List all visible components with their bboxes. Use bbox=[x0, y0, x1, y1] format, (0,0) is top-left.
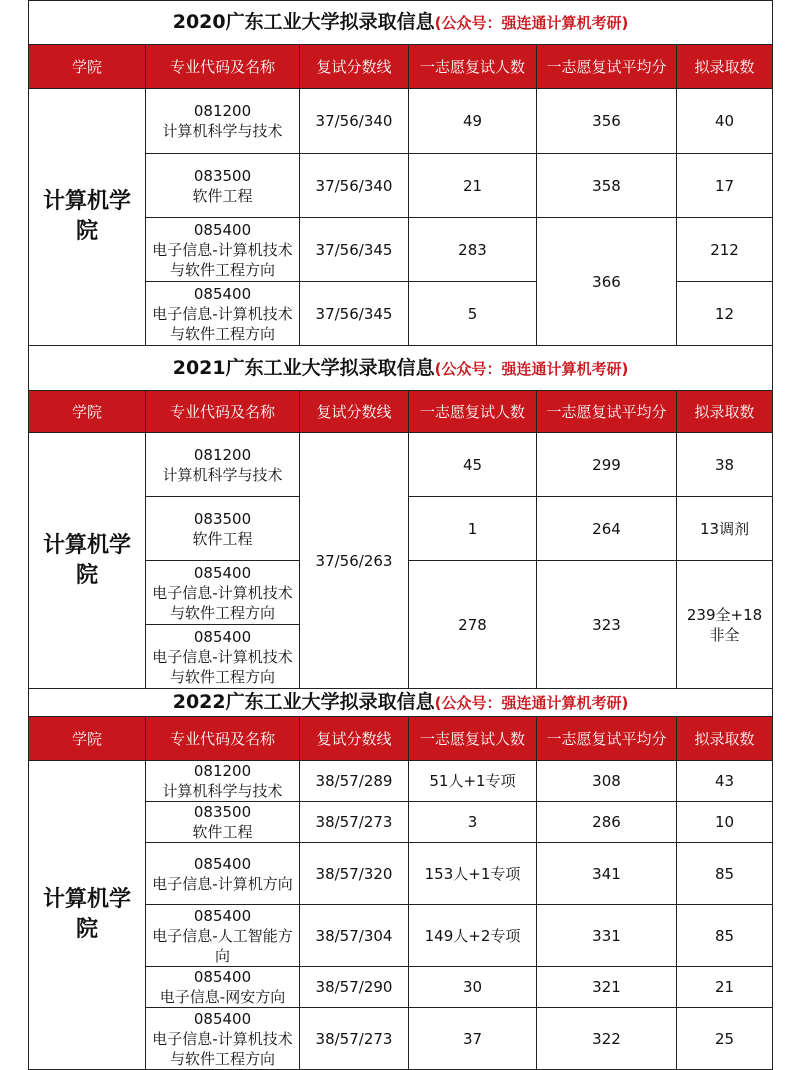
major-name: 电子信息-计算机技术与软件工程方向 bbox=[152, 583, 293, 622]
title-note-2021: (公众号：强连通计算机考研) bbox=[434, 359, 629, 378]
retest-count-cell: 45 bbox=[409, 433, 537, 497]
col-header-score-line: 复试分数线 bbox=[300, 391, 409, 433]
admit-count-cell: 25 bbox=[677, 1008, 773, 1070]
major-cell bbox=[146, 625, 300, 689]
avg-score-cell: 299 bbox=[537, 433, 677, 497]
major-cell bbox=[146, 497, 300, 561]
major-name: 软件工程 bbox=[192, 529, 253, 548]
score-line-cell: 38/57/290 bbox=[300, 967, 409, 1008]
title-2022 bbox=[29, 689, 773, 717]
major-code: 081200 bbox=[193, 445, 252, 464]
major-cell bbox=[146, 89, 300, 154]
header-row-2020 bbox=[29, 45, 773, 89]
admit-count-cell: 43 bbox=[677, 761, 773, 802]
header-row-2022 bbox=[29, 717, 773, 761]
major-name: 电子信息-计算机方向 bbox=[152, 874, 293, 893]
major-cell bbox=[146, 154, 300, 218]
title-text-2022: 2022广东工业大学拟录取信息 bbox=[172, 691, 435, 713]
col-header-score-line: 复试分数线 bbox=[300, 45, 409, 89]
major-name: 电子信息-计算机技术与软件工程方向 bbox=[152, 240, 293, 279]
major-code: 085400 bbox=[193, 1009, 252, 1028]
avg-score-cell: 331 bbox=[537, 905, 677, 967]
major-code: 083500 bbox=[193, 803, 252, 821]
col-header-admit-count: 拟录取数 bbox=[677, 391, 773, 433]
score-line-cell: 37/56/345 bbox=[300, 282, 409, 346]
major-code: 083500 bbox=[193, 166, 252, 185]
admit-count-cell: 212 bbox=[677, 218, 773, 282]
admit-count-cell: 85 bbox=[677, 843, 773, 905]
col-header-college: 学院 bbox=[29, 45, 146, 89]
major-name: 计算机科学与技术 bbox=[162, 122, 283, 140]
col-header-admit-count: 拟录取数 bbox=[677, 717, 773, 761]
avg-score-cell: 286 bbox=[537, 802, 677, 843]
major-code: 085400 bbox=[193, 563, 252, 582]
score-line-cell: 37/56/263 bbox=[300, 433, 409, 689]
retest-count-cell: 1 bbox=[409, 497, 537, 561]
col-header-major: 专业代码及名称 bbox=[146, 717, 300, 761]
avg-score-cell: 321 bbox=[537, 967, 677, 1008]
college-cell: 计算机学院 bbox=[29, 433, 146, 689]
major-name: 软件工程 bbox=[192, 823, 253, 841]
admission-table bbox=[28, 0, 773, 1070]
title-2020 bbox=[29, 1, 773, 45]
header-row-2021 bbox=[29, 391, 773, 433]
admit-count-cell: 13调剂 bbox=[677, 497, 773, 561]
major-code: 085400 bbox=[193, 220, 252, 239]
col-header-major: 专业代码及名称 bbox=[146, 45, 300, 89]
major-code: 083500 bbox=[193, 509, 252, 528]
retest-count-cell: 21 bbox=[409, 154, 537, 218]
major-cell bbox=[146, 561, 300, 625]
col-header-college: 学院 bbox=[29, 717, 146, 761]
college-cell: 计算机学院 bbox=[29, 89, 146, 346]
admit-count-cell: 21 bbox=[677, 967, 773, 1008]
major-cell bbox=[146, 761, 300, 802]
major-name: 计算机科学与技术 bbox=[162, 782, 283, 800]
col-header-retest-count: 一志愿复试人数 bbox=[409, 717, 537, 761]
avg-score-cell: 358 bbox=[537, 154, 677, 218]
retest-count-cell: 149人+2专项 bbox=[409, 905, 537, 967]
admit-count-cell: 239全+18非全 bbox=[677, 561, 773, 689]
admit-count-cell: 12 bbox=[677, 282, 773, 346]
score-line-cell: 38/57/289 bbox=[300, 761, 409, 802]
retest-count-cell: 283 bbox=[409, 218, 537, 282]
score-line-cell: 38/57/320 bbox=[300, 843, 409, 905]
score-line-cell: 37/56/345 bbox=[300, 218, 409, 282]
major-name: 电子信息-网安方向 bbox=[159, 988, 286, 1006]
major-code: 085400 bbox=[193, 627, 252, 646]
major-code: 081200 bbox=[193, 762, 252, 780]
major-name: 计算机科学与技术 bbox=[162, 465, 283, 484]
major-name: 电子信息-计算机技术与软件工程方向 bbox=[152, 1029, 293, 1068]
title-note-2022: (公众号：强连通计算机考研) bbox=[434, 694, 629, 712]
title-text-2021: 2021广东工业大学拟录取信息 bbox=[172, 356, 435, 379]
major-name: 电子信息-计算机技术与软件工程方向 bbox=[152, 304, 293, 343]
major-code: 085400 bbox=[193, 854, 252, 873]
score-line-cell: 38/57/273 bbox=[300, 1008, 409, 1070]
title-row-2022 bbox=[29, 689, 773, 717]
major-code: 085400 bbox=[193, 906, 252, 925]
admission-tables bbox=[28, 0, 772, 1066]
major-cell bbox=[146, 905, 300, 967]
major-name: 软件工程 bbox=[192, 186, 253, 205]
col-header-retest-count: 一志愿复试人数 bbox=[409, 45, 537, 89]
table-row bbox=[29, 433, 773, 497]
avg-score-cell: 308 bbox=[537, 761, 677, 802]
major-name: 电子信息-人工智能方向 bbox=[152, 926, 293, 965]
admit-count-cell: 10 bbox=[677, 802, 773, 843]
major-cell bbox=[146, 1008, 300, 1070]
avg-score-cell: 356 bbox=[537, 89, 677, 154]
major-code: 085400 bbox=[193, 284, 252, 303]
major-code: 085400 bbox=[193, 968, 252, 986]
retest-count-cell: 49 bbox=[409, 89, 537, 154]
avg-score-cell: 341 bbox=[537, 843, 677, 905]
title-note-2020: (公众号：强连通计算机考研) bbox=[434, 14, 629, 32]
retest-count-cell: 3 bbox=[409, 802, 537, 843]
avg-score-cell: 264 bbox=[537, 497, 677, 561]
admit-count-cell: 85 bbox=[677, 905, 773, 967]
retest-count-cell: 153人+1专项 bbox=[409, 843, 537, 905]
score-line-cell: 38/57/273 bbox=[300, 802, 409, 843]
col-header-avg-score: 一志愿复试平均分 bbox=[537, 45, 677, 89]
major-cell bbox=[146, 802, 300, 843]
retest-count-cell: 30 bbox=[409, 967, 537, 1008]
major-cell bbox=[146, 967, 300, 1008]
col-header-college: 学院 bbox=[29, 391, 146, 433]
retest-count-cell: 51人+1专项 bbox=[409, 761, 537, 802]
table-row bbox=[29, 761, 773, 802]
title-text-2020: 2020广东工业大学拟录取信息 bbox=[172, 11, 435, 33]
retest-count-cell: 37 bbox=[409, 1008, 537, 1070]
major-cell bbox=[146, 843, 300, 905]
col-header-retest-count: 一志愿复试人数 bbox=[409, 391, 537, 433]
col-header-major: 专业代码及名称 bbox=[146, 391, 300, 433]
title-2021 bbox=[29, 346, 773, 391]
college-cell: 计算机学院 bbox=[29, 761, 146, 1070]
col-header-admit-count: 拟录取数 bbox=[677, 45, 773, 89]
admit-count-cell: 17 bbox=[677, 154, 773, 218]
admit-count-cell: 38 bbox=[677, 433, 773, 497]
table-row bbox=[29, 89, 773, 154]
avg-score-cell: 323 bbox=[537, 561, 677, 689]
major-cell bbox=[146, 218, 300, 282]
avg-score-cell: 322 bbox=[537, 1008, 677, 1070]
avg-score-cell: 366 bbox=[537, 218, 677, 346]
major-cell bbox=[146, 433, 300, 497]
col-header-score-line: 复试分数线 bbox=[300, 717, 409, 761]
major-cell bbox=[146, 282, 300, 346]
retest-count-cell: 278 bbox=[409, 561, 537, 689]
admit-count-cell: 40 bbox=[677, 89, 773, 154]
score-line-cell: 37/56/340 bbox=[300, 89, 409, 154]
col-header-avg-score: 一志愿复试平均分 bbox=[537, 391, 677, 433]
major-name: 电子信息-计算机技术与软件工程方向 bbox=[152, 647, 293, 686]
col-header-avg-score: 一志愿复试平均分 bbox=[537, 717, 677, 761]
score-line-cell: 38/57/304 bbox=[300, 905, 409, 967]
retest-count-cell: 5 bbox=[409, 282, 537, 346]
major-code: 081200 bbox=[193, 102, 252, 120]
score-line-cell: 37/56/340 bbox=[300, 154, 409, 218]
title-row-2020 bbox=[29, 1, 773, 45]
title-row-2021 bbox=[29, 346, 773, 391]
